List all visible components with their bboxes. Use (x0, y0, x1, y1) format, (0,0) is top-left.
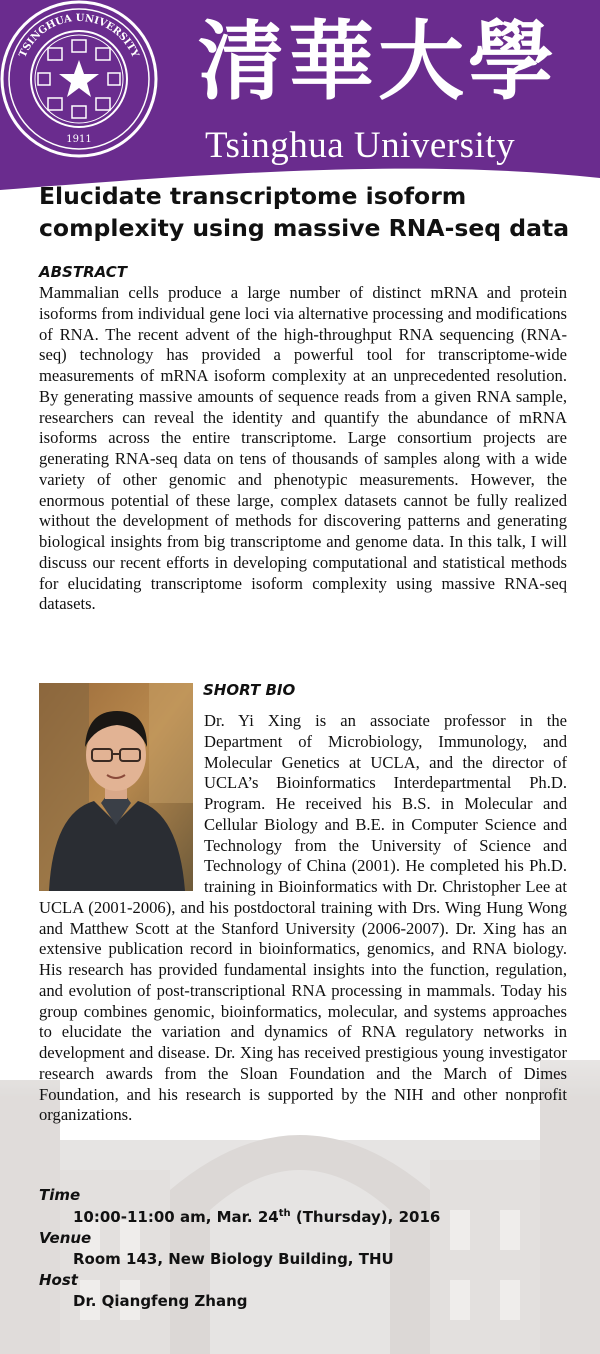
host-label: Host (39, 1271, 78, 1289)
bio-body: Dr. Yi Xing is an associate professor in the Department of Microbiology, Immunology, and Molecular Genetics at UCLA, and the director of UCLA’s Bioinformatics Interdepartmental Ph.D. Program. He received his B.S. in Molecular and Cellular Biology and B.E. in Computer Science and Technology from the University of Science and Technology of China (2001). He completed his Ph.D. training in Bioinformatics with Dr. Christopher Lee at UCLA (2001-2006), and his postdoctoral training with Drs. Wing Hung Wong and Matthew Scott at the Stanford University (2006-2007). Dr. Xing has an extensive publication record in bioinformatics, genomics, and RNA biology. His research has provided fundamental insights into the function, regulation, and evolution of post-transcriptional RNA processing in mammals. Today his group combines genomic, bioinformatics, molecular, and systems approaches to elucidate the variation and dynamics of RNA regulatory networks in development and disease. Dr. Xing has received prestigious young investigator research awards from the Sloan Foundation and the March of Dimes Foundation, and his research is supported by the NIH and other nonprofit organizations. (39, 711, 567, 1125)
talk-title: Elucidate transcriptome isoform complexity using massive RNA-seq data (39, 182, 570, 242)
header-banner (0, 0, 600, 190)
host-value: Dr. Qiangfeng Zhang (73, 1292, 248, 1310)
abstract-heading: ABSTRACT (39, 263, 128, 281)
time-main: 10:00-11:00 am, Mar. 24 (73, 1208, 279, 1226)
svg-text:TSINGHUA UNIVERSITY (18, 13, 141, 60)
bio-text (39, 711, 567, 1126)
seal-text-top: TSINGHUA UNIVERSITY (17, 12, 141, 60)
time-suffix: th (278, 1208, 291, 1219)
abstract-text: Mammalian cells produce a large number of distinct mRNA and protein isoforms from individual gene loci via alternative processing and modifications of RNA. The recent advent of the high-throughput RNA sequencing (RNA-seq) technology has provided a powerful tool for transcriptome-wide measurements of mRNA isoform complexity at an unprecedented resolution. By generating massive amounts of sequence reads from a given RNA sample, researchers can reveal the identity and quantify the abundance of mRNA isoforms across the entire transcriptome. Large consortium projects are generating RNA-seq data on tens of thousands of samples along with a wide variety of other genomic and phenotypic measurements. However, the enormous potential of these large, complex datasets cannot be fully realized without the development of methods for discovering patterns and generating biological insights from big transcriptome and genome data. In this talk, I will discuss our recent efforts in developing computational and statistical methods for elucidating transcriptome isoform complexity using massive RNA-seq datasets. (39, 283, 567, 614)
photo-spacer (39, 711, 204, 891)
university-seal-logo (0, 0, 158, 158)
venue-label: Venue (39, 1229, 92, 1247)
time-label: Time (39, 1186, 81, 1204)
bio-heading: SHORT BIO (203, 681, 296, 699)
time-rest: (Thursday), 2016 (290, 1208, 441, 1226)
venue-value: Room 143, New Biology Building, THU (73, 1250, 394, 1268)
university-english-name: Tsinghua University (205, 125, 516, 166)
university-chinese-name: 清華大學 (198, 11, 558, 112)
seal-year: 1911 (66, 134, 92, 145)
time-value (73, 1208, 440, 1226)
